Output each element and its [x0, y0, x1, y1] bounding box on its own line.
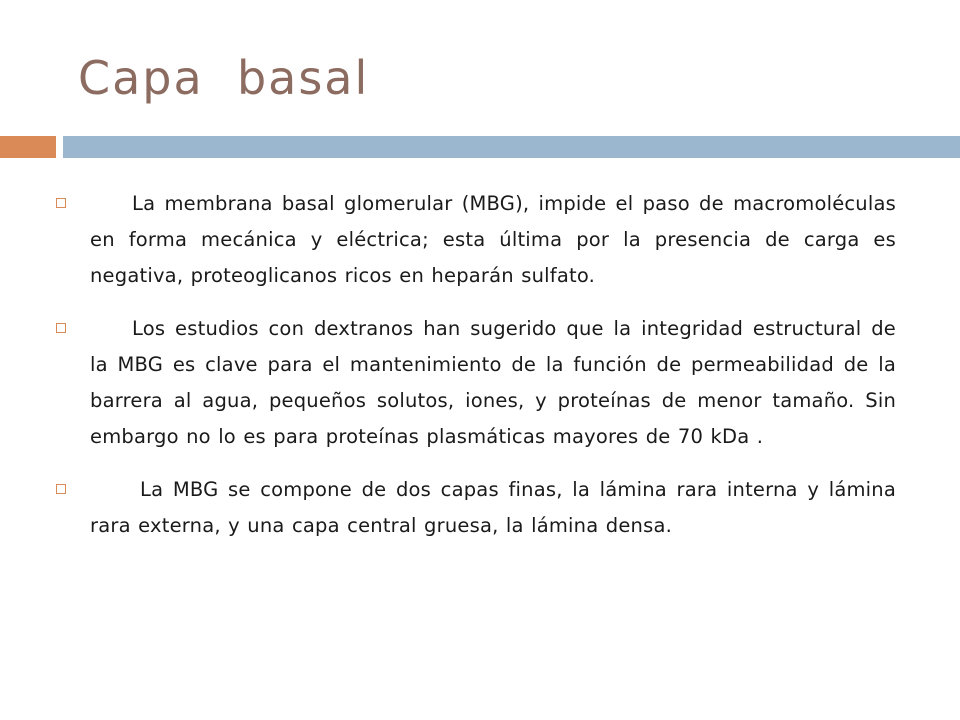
- hollow-square-bullet-icon: [56, 198, 66, 208]
- slide-title: Capa basal: [78, 51, 370, 105]
- bullet-item: [56, 472, 896, 544]
- bullet-text: La MBG se compone de dos capas finas, la lámina rara interna y lámina rara externa, y una capa central gruesa, la lámina densa.: [90, 478, 896, 537]
- bullet-text: Los estudios con dextranos han sugerido que la integridad estructural de la MBG es clave para el mantenimiento de la función de permeabilidad de la barrera al agua, pequeños solutos, iones, y proteínas de menor tamaño. Sin embargo no lo es para proteínas plasmáticas mayores de 70 kDa .: [90, 317, 896, 448]
- hollow-square-bullet-icon: [56, 323, 66, 333]
- accent-bar-left: [0, 136, 56, 158]
- bullet-list: [56, 186, 896, 561]
- bullet-item: [56, 186, 896, 294]
- bullet-item: [56, 311, 896, 455]
- accent-bar-right: [63, 136, 960, 158]
- hollow-square-bullet-icon: [56, 484, 66, 494]
- bullet-text: La membrana basal glomerular (MBG), impide el paso de macromoléculas en forma mecánica y eléctrica; esta última por la presencia de carga es negativa, proteoglicanos ricos en heparán sulfato.: [90, 192, 896, 287]
